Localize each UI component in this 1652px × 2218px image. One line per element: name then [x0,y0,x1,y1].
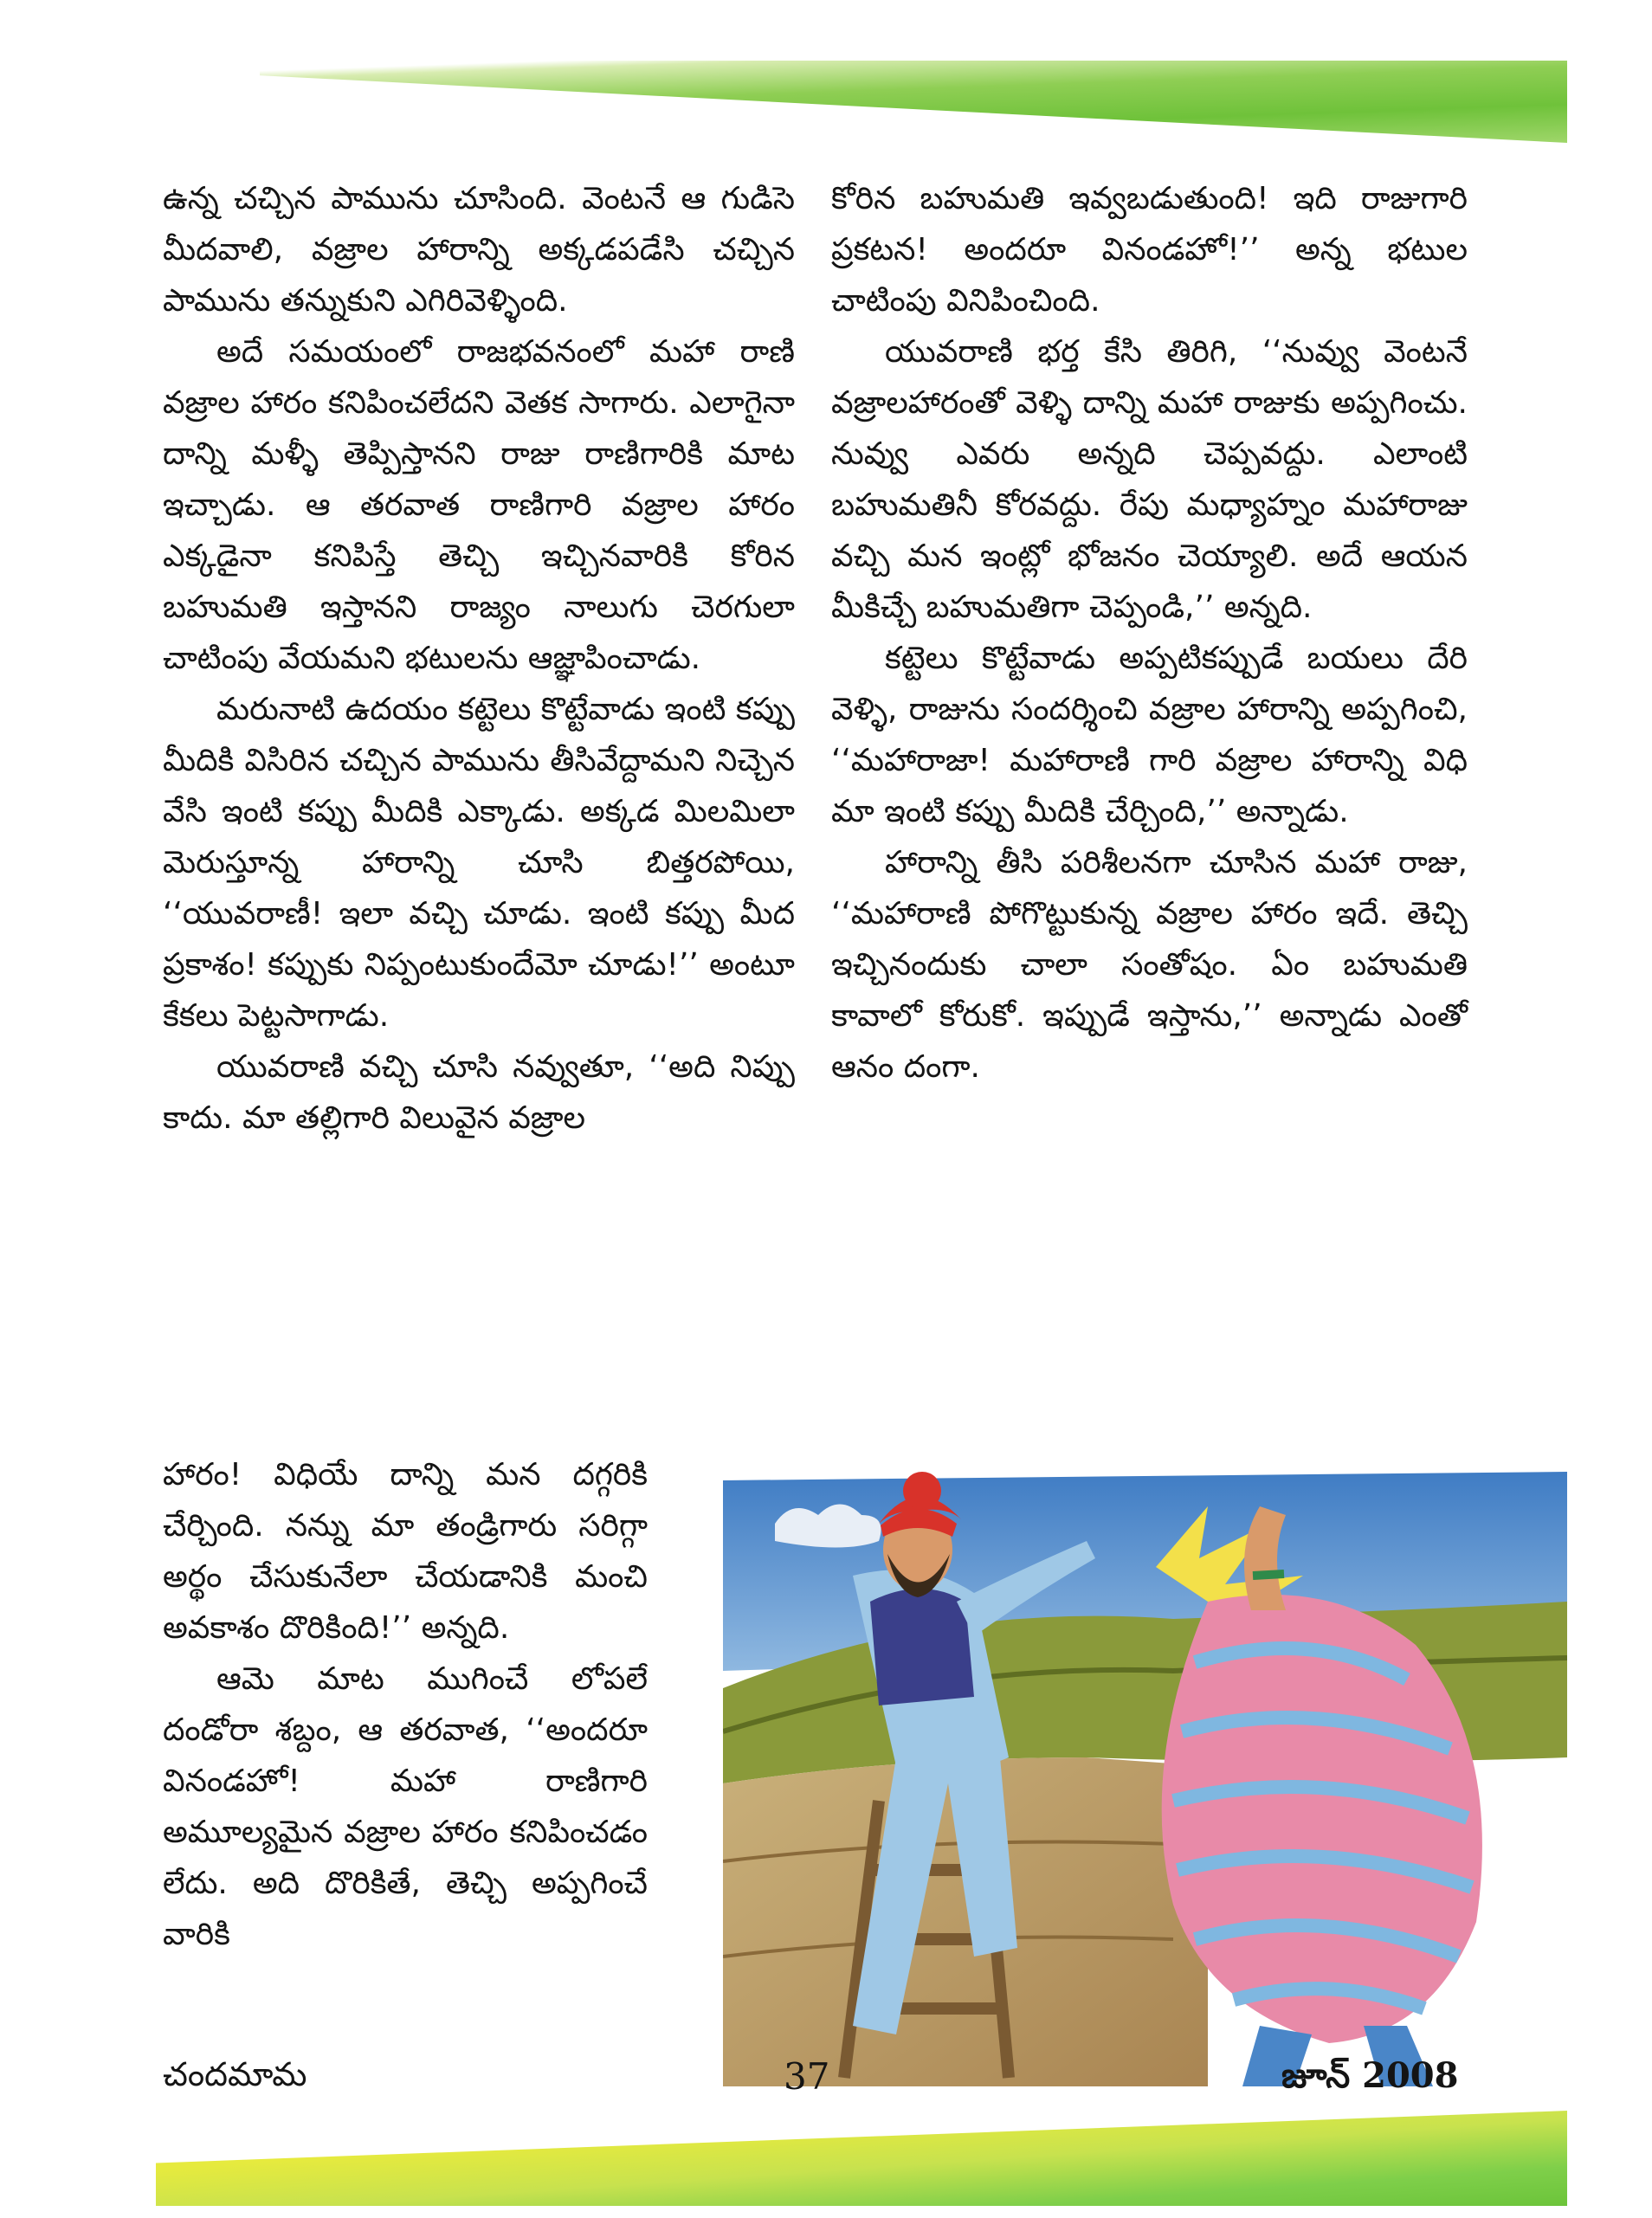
left-column-narrow [163,1449,648,1960]
paragraph: కట్టెలు కొట్టేవాడు అప్పటికప్పుడే బయలు దేరి వెళ్ళి, రాజును సందర్శించి వజ్రాల హారాన్ని అప్పగించి, ‘‘మహారాజా! మహారాణి గారి వజ్రాల హారాన్ని విధి మా ఇంటి కప్పు మీదికి చేర్చింది,’’ అన్నాడు. [831,641,1468,829]
page-number: 37 [784,2055,830,2098]
magazine-name: చందమామ [163,2055,307,2093]
paragraph: కోరిన బహుమతి ఇవ్వబడుతుంది! ఇది రాజుగారి ప్రకటన! అందరూ వినండహో!’’ అన్న భటుల చాటింపు వినిపించింది. [831,181,1468,319]
right-column [831,173,1468,1093]
paragraph: హారాన్ని తీసి పరిశీలనగా చూసిన మహా రాజు, ‘‘మహారాణి పోగొట్టుకున్న వజ్రాల హారం ఇదే. తెచ్చి ఇచ్చినందుకు చాలా సంతోషం. ఏం బహుమతి కావాలో కోరుకో. ఇప్పుడే ఇస్తాను,’’ అన్నాడు ఎంతో ఆనం దంగా. [831,845,1468,1085]
paragraph: అదే సమయంలో రాజభవనంలో మహా రాణి వజ్రాల హారం కనిపించలేదని వెతక సాగారు. ఎలాగైనా దాన్ని మళ్ళీ తెప్పిస్తానని రాజు రాణిగారికి మాట ఇచ్చాడు. ఆ తరవాత రాణిగారి వజ్రాల హారం ఎక్కడైనా కనిపిస్తే తెచ్చి ఇచ్చినవారికి కోరిన బహుమతి ఇస్తానని రాజ్యం నాలుగు చెరగులా చాటింపు వేయమని భటులను ఆజ్ఞాపించాడు. [163,334,795,676]
paragraph: యువరాణి భర్త కేసి తిరిగి, ‘‘నువ్వు వెంటనే వజ్రాలహారంతో వెళ్ళి దాన్ని మహా రాజుకు అప్పగించు. నువ్వు ఎవరు అన్నది చెప్పవద్దు. ఎలాంటి బహుమతినీ కోరవద్దు. రేపు మధ్యాహ్నం మహారాజు వచ్చి మన ఇంట్లో భోజనం చెయ్యాలి. అదే ఆయన మీకిచ్చే బహుమతిగా చెప్పండి,’’ అన్నది. [831,334,1468,625]
bangles [1253,1574,1284,1576]
issue-date: జూన్ 2008 [1281,2055,1459,2096]
left-column [163,173,795,1144]
top-decorative-band [260,61,1567,143]
bottom-decorative-band [156,2111,1567,2206]
paragraph: ఉన్న చచ్చిన పామును చూసింది. వెంటనే ఆ గుడిసె మీదవాలి, వజ్రాల హారాన్ని అక్కడపడేసి చచ్చిన పామును తన్నుకుని ఎగిరివెళ్ళింది. [163,181,795,319]
story-illustration [723,1472,1567,2086]
paragraph: హారం! విధియే దాన్ని మన దగ్గరికి చేర్చింది. నన్ను మా తండ్రిగారు సరిగ్గా అర్థం చేసుకునేలా చేయడానికి మంచి అవకాశం దొరికింది!’’ అన్నది. [163,1457,648,1646]
paragraph: ఆమె మాట ముగించే లోపలే దండోరా శబ్దం, ఆ తరవాత, ‘‘అందరూ వినండహో! మహా రాణిగారి అమూల్యమైన వజ్రాల హారం కనిపించడం లేదు. అది దొరికితే, తెచ్చి అప్పగించే వారికి [163,1661,648,1952]
paragraph: మరునాటి ఉదయం కట్టెలు కొట్టేవాడు ఇంటి కప్పు మీదికి విసిరిన చచ్చిన పామును తీసివేద్దామని నిచ్చెన వేసి ఇంటి కప్పు మీదికి ఎక్కాడు. అక్కడ మిలమిలా మెరుస్తూన్న హారాన్ని చూసి బిత్తరపోయి, ‘‘యువరాణీ! ఇలా వచ్చి చూడు. ఇంటి కప్పు మీద ప్రకాశం! కప్పుకు నిప్పంటుకుందేమో చూడు!’’ అంటూ కేకలు పెట్టసాగాడు. [163,692,795,1034]
man-vest [870,1589,974,1705]
paragraph: యువరాణి వచ్చి చూసి నవ్వుతూ, ‘‘అది నిప్పు కాదు. మా తల్లిగారి విలువైన వజ్రాల [163,1049,795,1136]
